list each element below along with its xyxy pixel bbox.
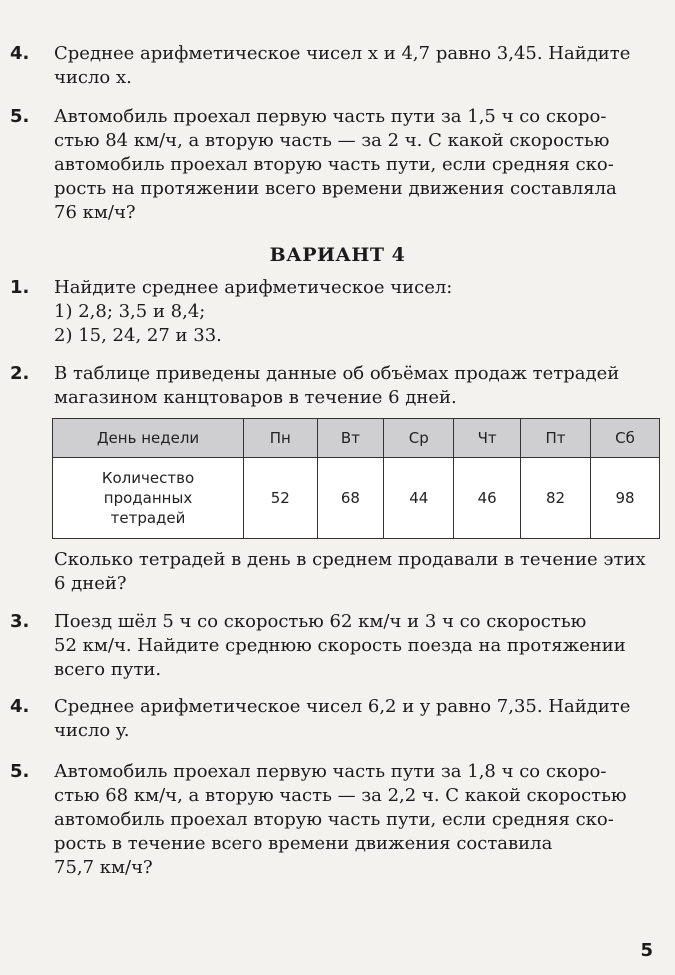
table-day-cell: Пт xyxy=(521,419,591,458)
table-value-cell: 52 xyxy=(244,458,318,539)
table-row-label xyxy=(53,458,244,539)
problem-number: 5. xyxy=(10,761,30,782)
problem-number: 4. xyxy=(10,43,30,64)
problem-text: Автомобиль проехал первую часть пути за 1,8 ч со скоро- стью 68 км/ч, а вторую часть — за 2,2 ч. С какой скоростью автомобиль проехал вторую часть пути, если средняя ско- рость в течение всего времени движения составила 75,7 км/ч? xyxy=(54,761,627,878)
table-header-row xyxy=(53,419,660,458)
table-day-cell: Чт xyxy=(454,419,521,458)
table-value-cell: 98 xyxy=(591,458,660,539)
problem-number: 4. xyxy=(10,696,30,717)
problem-text: В таблице приведены данные об объёмах продаж тетрадей магазином канцтоваров в течение 6 дней. xyxy=(54,363,620,408)
table-value-cell: 44 xyxy=(384,458,454,539)
problem-text: Среднее арифметическое чисел 6,2 и y равно 7,35. Найдите число y. xyxy=(54,696,631,741)
variant-heading: ВАРИАНТ 4 xyxy=(269,244,406,266)
problem-number: 2. xyxy=(10,363,30,384)
problem-text: Найдите среднее арифметическое чисел: 1) 2,8; 3,5 и 8,4; 2) 15, 24, 27 и 33. xyxy=(54,277,453,346)
table-value-cell: 46 xyxy=(454,458,521,539)
page-number: 5 xyxy=(640,940,653,961)
table-day-cell: Ср xyxy=(384,419,454,458)
table-day-cell: Пн xyxy=(244,419,318,458)
table-header-label: День недели xyxy=(53,419,244,458)
table-value-cell: 82 xyxy=(521,458,591,539)
problem-text: Поезд шёл 5 ч со скоростью 62 км/ч и 3 ч со скоростью 52 км/ч. Найдите среднюю скорость поезда на протяжении всего пути. xyxy=(54,611,626,680)
problem-number: 1. xyxy=(10,277,30,298)
table-value-cell: 68 xyxy=(317,458,384,539)
sales-table xyxy=(52,418,660,539)
problem-number: 5. xyxy=(10,106,30,127)
problem-text: Сколько тетрадей в день в среднем продавали в течение этих 6 дней? xyxy=(54,549,646,594)
problem-2-question xyxy=(10,548,660,596)
table-day-cell: Вт xyxy=(317,419,384,458)
problem-text: Среднее арифметическое чисел x и 4,7 равно 3,45. Найдите число x. xyxy=(54,43,631,88)
table-row-label-text: Количество проданных тетрадей xyxy=(101,469,195,527)
problem-text: Автомобиль проехал первую часть пути за 1,5 ч со скоро- стью 84 км/ч, а вторую часть — за 2 ч. С какой скоростью автомобиль проехал вторую часть пути, если средняя ско- рость на протяжении всего времени движения составляла 76 км/ч? xyxy=(54,106,617,223)
table-day-cell: Сб xyxy=(591,419,660,458)
prev-problem-5 xyxy=(10,105,660,225)
problem-5 xyxy=(10,760,660,880)
problem-2 xyxy=(10,362,660,410)
table-row xyxy=(53,458,660,539)
prev-problem-4 xyxy=(10,42,660,90)
problem-number: 3. xyxy=(10,611,30,632)
problem-4 xyxy=(10,695,660,743)
problem-3 xyxy=(10,610,660,682)
problem-1 xyxy=(10,276,660,348)
